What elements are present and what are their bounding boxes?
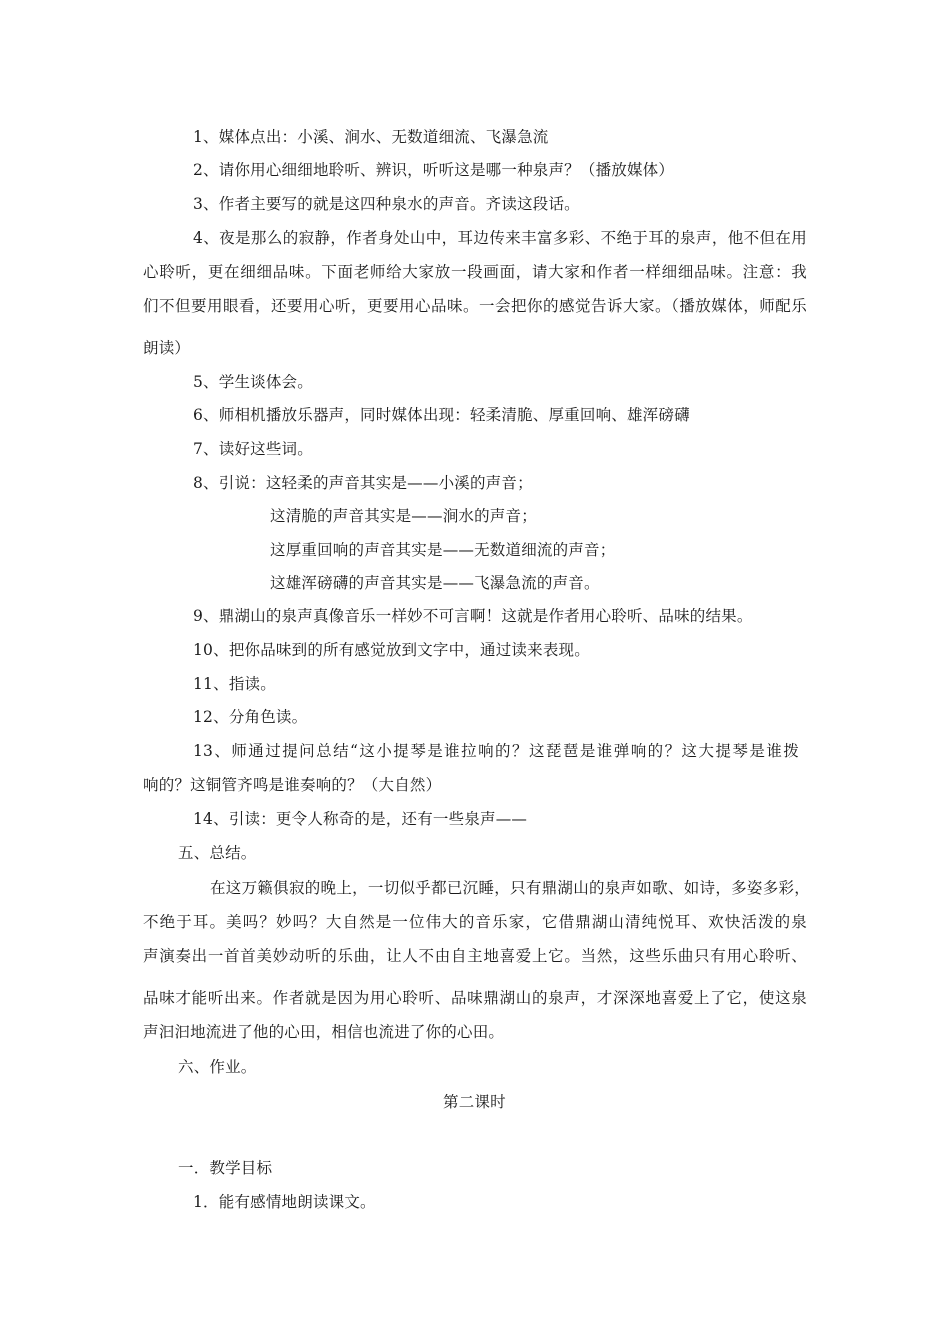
summary-line-3: 声演奏出一首首美妙动听的乐曲，让人不由自主地喜爱上它。当然，这些乐曲只有用心聆听、 xyxy=(143,947,807,965)
step-8-line-1: 8、引说：这轻柔的声音其实是——小溪的声音； xyxy=(193,474,533,492)
summary-line-1: 在这万籁俱寂的晚上，一切似乎都已沉睡，只有鼎湖山的泉声如歌、如诗，多姿多彩， xyxy=(210,879,810,897)
step-14: 14、引读：更令人称奇的是，还有一些泉声—— xyxy=(193,810,528,828)
summary-line-2: 不绝于耳。美吗？妙吗？大自然是一位伟大的音乐家，它借鼎湖山清纯悦耳、欢快活泼的泉 xyxy=(143,913,807,931)
step-4-line-4: 朗读） xyxy=(143,339,191,357)
step-9: 9、鼎湖山的泉声真像音乐一样妙不可言啊！这就是作者用心聆听、品味的结果。 xyxy=(193,607,753,625)
goals-heading: 一．教学目标 xyxy=(178,1159,273,1177)
step-10: 10、把你品味到的所有感觉放到文字中，通过读来表现。 xyxy=(193,641,590,659)
step-2: 2、请你用心细细地聆听、辨识，听听这是哪一种泉声？（播放媒体） xyxy=(193,161,675,179)
step-3: 3、作者主要写的就是这四种泉水的声音。齐读这段话。 xyxy=(193,195,580,213)
step-5: 5、学生谈体会。 xyxy=(193,373,313,391)
homework-heading: 六、作业。 xyxy=(178,1058,257,1076)
summary-line-5: 声汩汩地流进了他的心田，相信也流进了你的心田。 xyxy=(143,1023,505,1041)
step-4-line-1: 4、夜是那么的寂静，作者身处山中，耳边传来丰富多彩、不绝于耳的泉声，他不但在用 xyxy=(193,229,807,247)
step-13-line-2: 响的？这铜管齐鸣是谁奏响的？（大自然） xyxy=(143,776,442,794)
summary-line-4: 品味才能听出来。作者就是因为用心聆听、品味鼎湖山的泉声，才深深地喜爱上了它，使这泉 xyxy=(143,989,807,1007)
step-4-line-3: 们不但要用眼看，还要用心听，更要用心品味。一会把你的感觉告诉大家。（播放媒体，师配乐 xyxy=(143,297,807,315)
step-8-line-2: 这清脆的声音其实是——涧水的声音； xyxy=(270,507,537,525)
step-12: 12、分角色读。 xyxy=(193,708,308,726)
step-11: 11、指读。 xyxy=(193,675,276,693)
summary-heading: 五、总结。 xyxy=(178,844,257,862)
step-7: 7、读好这些词。 xyxy=(193,440,313,458)
step-4-line-2: 心聆听，更在细细品味。下面老师给大家放一段画面，请大家和作者一样细细品味。注意：我 xyxy=(143,263,807,281)
step-13-line-1: 13、师通过提问总结“这小提琴是谁拉响的？这琵琶是谁弹响的？这大提琴是谁拨 xyxy=(193,742,799,760)
step-6: 6、师相机播放乐器声，同时媒体出现：轻柔清脆、厚重回响、雄浑磅礴 xyxy=(193,406,690,424)
lesson-title: 第二课时 xyxy=(443,1093,506,1111)
step-1: 1、媒体点出：小溪、涧水、无数道细流、飞瀑急流 xyxy=(193,128,549,146)
step-8-line-4: 这雄浑磅礴的声音其实是——飞瀑急流的声音。 xyxy=(270,574,600,592)
goal-1: 1．能有感情地朗读课文。 xyxy=(193,1193,376,1211)
step-8-line-3: 这厚重回响的声音其实是——无数道细流的声音； xyxy=(270,541,616,559)
